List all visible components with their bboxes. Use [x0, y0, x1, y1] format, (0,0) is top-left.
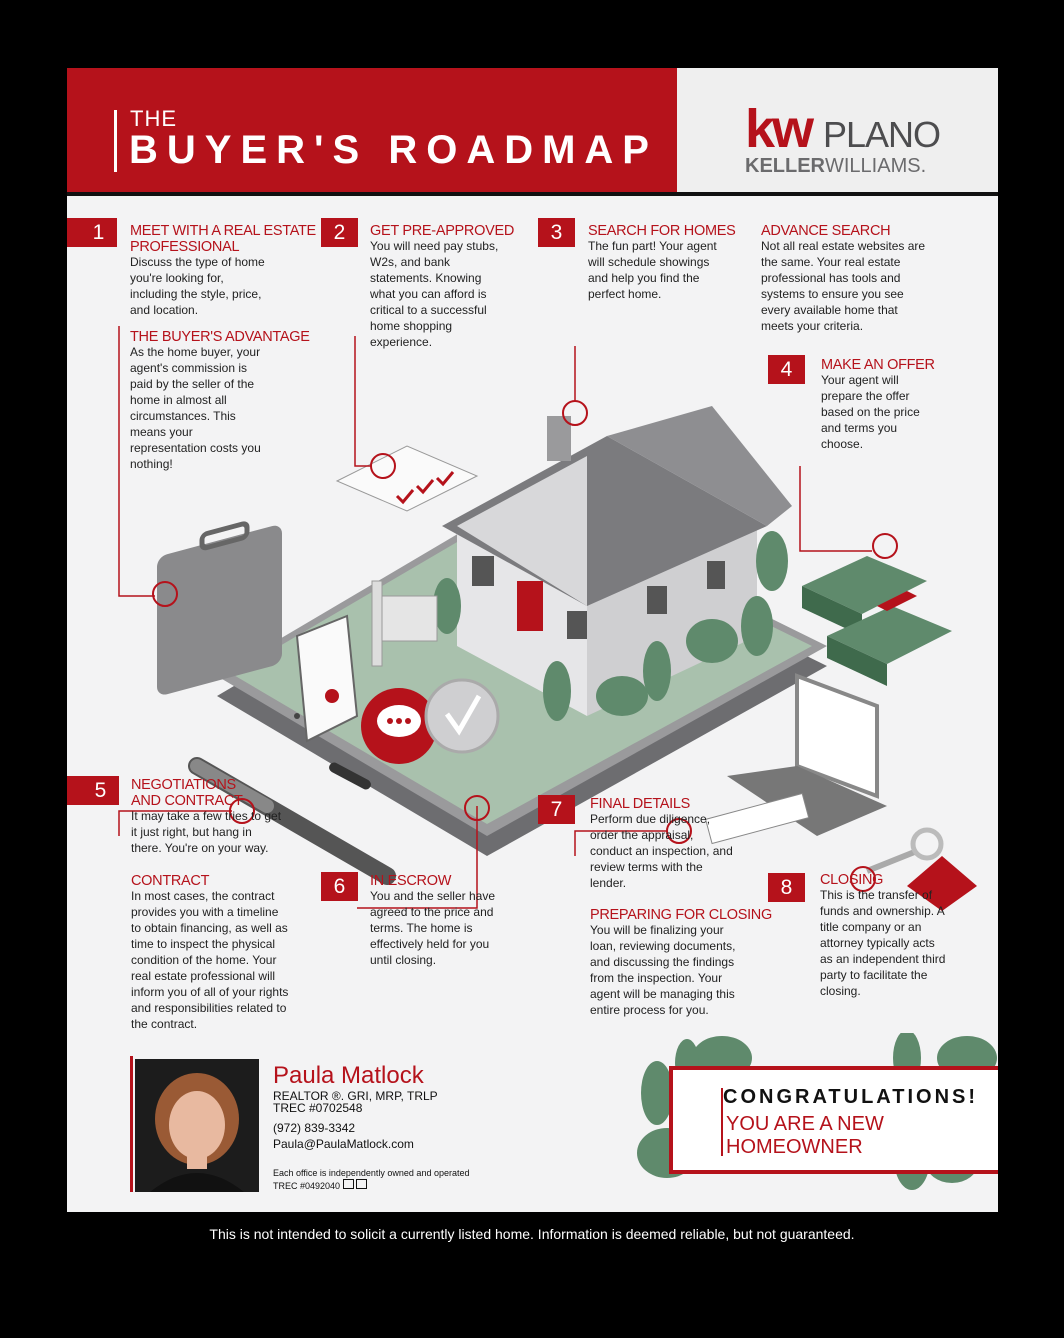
- office-note: Each office is independently owned and operated: [273, 1168, 470, 1178]
- logo-keller: KELLER: [745, 155, 825, 177]
- step4-title: MAKE AN OFFER: [821, 357, 935, 373]
- step7-title: FINAL DETAILS: [590, 796, 691, 812]
- agent-credentials: REALTOR ®. GRI, MRP, TRLP: [273, 1089, 438, 1103]
- agent-email[interactable]: Paula@PaulaMatlock.com: [273, 1137, 414, 1151]
- step1-title-line1: MEET WITH A REAL ESTATE: [130, 223, 316, 239]
- agent-name: Paula Matlock: [273, 1062, 424, 1089]
- step8-body: This is the transfer of funds and ownership. A title company or an attorney typically acts as an independent third party to facilitate the closing.: [820, 888, 946, 998]
- step4-number: 4: [768, 355, 805, 384]
- agent-photo: [135, 1059, 259, 1192]
- page-title: BUYER'S ROADMAP: [129, 128, 658, 172]
- step2-title: GET PRE-APPROVED: [370, 223, 514, 239]
- step8-title: CLOSING: [820, 872, 884, 888]
- header-accent-bar: [114, 110, 117, 172]
- preparing-body: You will be finalizing your loan, reviewing documents, and discussing the findings from the inspection. Your agent will be managing this entire process for you.: [590, 923, 736, 1017]
- office-trec: TREC #0492040: [273, 1179, 367, 1192]
- equal-housing-icon: [343, 1179, 354, 1189]
- congrats-heading: CONGRATULATIONS!: [723, 1086, 979, 1108]
- step3-title: SEARCH FOR HOMES: [588, 223, 736, 239]
- step5-number: 5: [82, 776, 119, 805]
- step7-body: Perform due diligence, order the appraisal, conduct an inspection, and review terms with the lender.: [590, 812, 733, 890]
- logo-plano: PLANO: [823, 114, 941, 155]
- step5-title-line1: NEGOTIATIONS: [131, 777, 236, 793]
- logo-keller-williams: [745, 156, 926, 176]
- agent-trec: TREC #0702548: [273, 1101, 363, 1115]
- logo-williams: WILLIAMS.: [825, 155, 927, 177]
- agent-accent-bar: [130, 1056, 133, 1192]
- step1-body: Discuss the type of home you're looking for, including the style, price, and location.: [130, 255, 265, 317]
- advance-search-body: Not all real estate websites are the same. Your real estate professional has tools and systems to ensure you see every available home that meets your criteria.: [761, 239, 926, 333]
- step4-body: Your agent will prepare the offer based on the price and terms you choose.: [821, 373, 920, 451]
- title-small: THE: [130, 106, 177, 131]
- step2-number: 2: [321, 218, 358, 247]
- step5-title-line2: AND CONTRACT: [131, 793, 243, 809]
- buyers-advantage-title: THE BUYER'S ADVANTAGE: [130, 329, 310, 345]
- step1-title-line2: PROFESSIONAL: [130, 239, 240, 255]
- step8-number: 8: [768, 873, 805, 902]
- contract-title: CONTRACT: [131, 873, 210, 889]
- step1-number: 1: [80, 218, 117, 247]
- kw-logo-mark: kw: [745, 99, 812, 159]
- buyers-advantage-body: As the home buyer, your agent's commission is paid by the seller of the home in almost all circumstances. This means your representation costs you nothing!: [130, 345, 261, 471]
- disclaimer: This is not intended to solicit a currently listed home. Information is deemed reliable, but not guaranteed.: [209, 1226, 855, 1242]
- agent-phone[interactable]: (972) 839-3342: [273, 1121, 356, 1135]
- advance-search-title: ADVANCE SEARCH: [761, 223, 891, 239]
- step5-body: It may take a few tries to get it just right, but hang in there. You're on your way.: [131, 809, 282, 855]
- congrats-message: YOU ARE A NEW HOMEOWNER: [726, 1113, 884, 1158]
- step3-number: 3: [538, 218, 575, 247]
- contract-body: In most cases, the contract provides you with a timeline to obtain financing, as well as time to inspect the physical condition of the home. Your real estate professional will inform you of all of your rights and responsibilities related to the contract.: [131, 889, 289, 1031]
- step6-number: 6: [321, 872, 358, 901]
- application-papers: [337, 446, 477, 511]
- roadmap-sheet: [67, 68, 998, 1212]
- step6-body: You and the seller have agreed to the price and terms. The home is effectively held for you until closing.: [370, 889, 495, 967]
- step2-body: You will need pay stubs, W2s, and bank statements. Knowing what you can afford is critical to a successful home shopping experience.: [370, 239, 499, 349]
- step7-number: 7: [538, 795, 575, 824]
- step3-body: The fun part! Your agent will schedule showings and help you find the perfect home.: [588, 239, 717, 301]
- realtor-icon: [356, 1179, 367, 1189]
- house-door: [517, 581, 543, 631]
- preparing-title: PREPARING FOR CLOSING: [590, 907, 772, 923]
- check-badge: [426, 680, 498, 752]
- step6-title: IN ESCROW: [370, 873, 452, 889]
